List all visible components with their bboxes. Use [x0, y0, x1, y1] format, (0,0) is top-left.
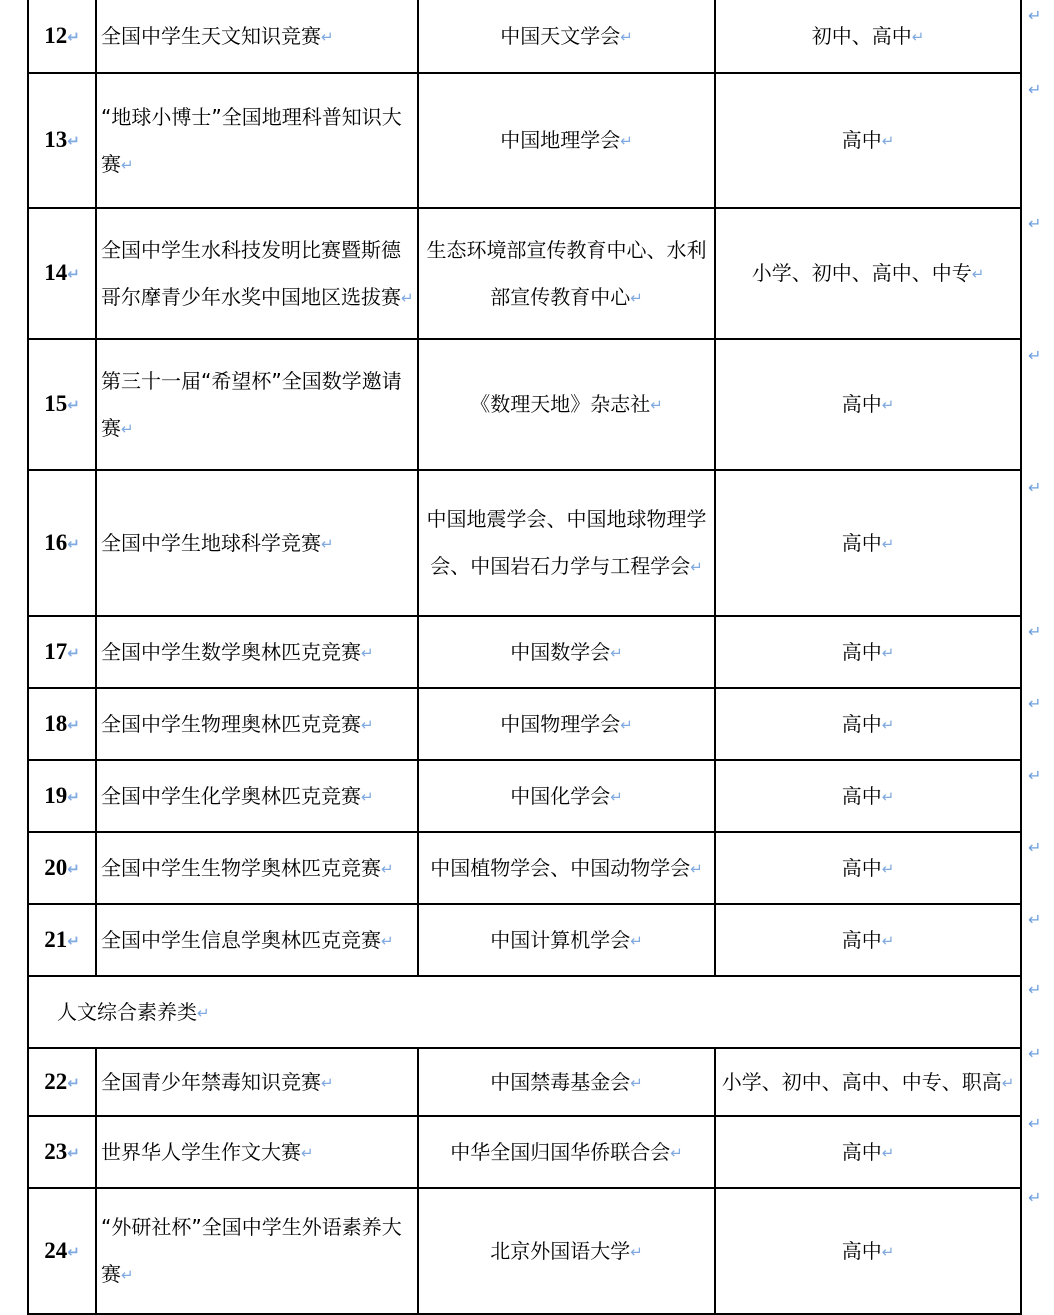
paragraph-return-mark: ↵ — [381, 859, 394, 878]
organizer-cell — [418, 832, 715, 904]
margin-return-mark: ↵ — [1028, 478, 1042, 497]
margin-return-mark: ↵ — [1028, 1044, 1042, 1063]
organizer-cell-text: 中国禁毒基金会↵ — [490, 1069, 643, 1094]
category-heading-cell — [28, 976, 1021, 1048]
margin-return-mark: ↵ — [1028, 622, 1042, 641]
school-level-cell-text: 高中↵ — [841, 927, 895, 952]
paragraph-return-mark: ↵ — [361, 787, 374, 806]
organizer-cell-text: 中华全国归国华侨联合会↵ — [450, 1139, 683, 1164]
row-number-cell — [28, 832, 96, 904]
competition-name-cell — [96, 1188, 418, 1314]
paragraph-return-mark: ↵ — [67, 1074, 80, 1093]
school-level-cell — [715, 1116, 1021, 1188]
school-level-cell-text: 高中↵ — [841, 392, 895, 416]
table-row — [28, 1188, 1021, 1314]
organizer-cell-text: 中国天文学会↵ — [500, 23, 633, 48]
school-level-cell — [715, 73, 1021, 208]
competition-name-cell-text: 全国中学生信息学奥林匹克竞赛↵ — [101, 927, 394, 952]
row-number-cell — [28, 208, 96, 339]
table-body — [28, 0, 1021, 1314]
margin-return-mark: ↵ — [1028, 80, 1042, 99]
competition-name-cell — [96, 0, 418, 73]
organizer-cell-text: 中国植物学会、中国动物学会↵ — [430, 855, 703, 880]
margin-return-mark: ↵ — [1028, 838, 1042, 857]
margin-return-mark: ↵ — [1028, 346, 1042, 365]
paragraph-return-mark: ↵ — [301, 1143, 314, 1162]
competition-name-cell-text: 全国中学生数学奥林匹克竞赛↵ — [101, 639, 374, 664]
competition-name-cell-text: 全国中学生物理奥林匹克竞赛↵ — [101, 711, 374, 736]
table-row — [28, 688, 1021, 760]
category-heading-text: 人文综合素养类↵ — [57, 1000, 210, 1024]
row-number-cell — [28, 1048, 96, 1116]
school-level-cell-text: 高中↵ — [841, 128, 895, 152]
organizer-cell — [418, 339, 715, 470]
margin-return-mark: ↵ — [1028, 910, 1042, 929]
row-number-cell — [28, 1188, 96, 1314]
competition-name-cell — [96, 1116, 418, 1188]
competition-name-cell — [96, 339, 418, 470]
paragraph-return-mark: ↵ — [121, 155, 134, 174]
row-number-cell — [28, 470, 96, 616]
organizer-cell-text: 北京外国语大学↵ — [490, 1238, 643, 1263]
margin-return-mark: ↵ — [1028, 214, 1042, 233]
paragraph-return-mark: ↵ — [67, 788, 80, 807]
row-number-cell-text: 17↵ — [44, 639, 80, 665]
school-level-cell-text: 高中↵ — [841, 783, 895, 808]
paragraph-return-mark: ↵ — [620, 27, 633, 46]
row-number-cell-text: 15↵ — [44, 391, 80, 417]
paragraph-return-mark: ↵ — [67, 396, 80, 415]
competition-name-cell-text: 世界华人学生作文大赛↵ — [101, 1139, 314, 1164]
paragraph-return-mark: ↵ — [610, 787, 623, 806]
row-number-cell — [28, 1116, 96, 1188]
row-number-cell-text: 21↵ — [44, 927, 80, 953]
competition-name-cell — [96, 208, 418, 339]
organizer-cell-text: 中国地震学会、中国地球物理学会、中国岩石力学与工程学会↵ — [426, 507, 707, 578]
organizer-cell-text: 中国化学会↵ — [510, 783, 623, 808]
table-row — [28, 1116, 1021, 1188]
paragraph-return-mark: ↵ — [690, 558, 703, 576]
category-row — [28, 976, 1021, 1048]
organizer-cell — [418, 1116, 715, 1188]
competition-name-cell-text: 全国青少年禁毒知识竞赛↵ — [101, 1069, 334, 1094]
organizer-cell-text: 中国地理学会↵ — [500, 128, 633, 152]
table-row — [28, 760, 1021, 832]
competition-name-cell — [96, 760, 418, 832]
organizer-cell — [418, 0, 715, 73]
organizer-cell-text: 《数理天地》杂志社↵ — [470, 392, 663, 416]
paragraph-return-mark: ↵ — [401, 288, 414, 307]
competition-name-cell-text: 全国中学生水科技发明比赛暨斯德哥尔摩青少年水奖中国地区选拔赛↵ — [101, 237, 414, 309]
paragraph-return-mark: ↵ — [67, 860, 80, 879]
paragraph-return-mark: ↵ — [121, 419, 134, 438]
paragraph-return-mark: ↵ — [1001, 1073, 1015, 1092]
paragraph-return-mark: ↵ — [67, 932, 80, 951]
paragraph-return-mark: ↵ — [971, 265, 985, 283]
paragraph-return-mark: ↵ — [361, 643, 374, 662]
organizer-cell — [418, 208, 715, 339]
competition-name-cell-text: “地球小博士”全国地理科普知识大赛↵ — [101, 104, 402, 176]
paragraph-return-mark: ↵ — [361, 715, 374, 734]
row-number-cell-text: 24↵ — [44, 1237, 80, 1263]
school-level-cell-text: 高中↵ — [841, 1238, 895, 1263]
organizer-cell — [418, 1188, 715, 1314]
competition-name-cell — [96, 616, 418, 688]
paragraph-return-mark: ↵ — [881, 859, 895, 878]
competition-list-table — [27, 0, 1022, 1315]
row-number-cell — [28, 760, 96, 832]
margin-return-mark: ↵ — [1028, 1114, 1042, 1133]
competition-name-cell — [96, 1048, 418, 1116]
organizer-cell — [418, 760, 715, 832]
paragraph-return-mark: ↵ — [911, 27, 925, 46]
competition-name-cell-text: 全国中学生生物学奥林匹克竞赛↵ — [101, 855, 394, 880]
table-row — [28, 832, 1021, 904]
margin-return-mark: ↵ — [1028, 694, 1042, 713]
paragraph-return-mark: ↵ — [67, 716, 80, 735]
paragraph-return-mark: ↵ — [321, 534, 334, 553]
school-level-cell — [715, 1048, 1021, 1116]
paragraph-return-mark: ↵ — [881, 931, 895, 950]
paragraph-return-mark: ↵ — [881, 132, 895, 150]
competition-name-cell-text: “外研社杯”全国中学生外语素养大赛↵ — [101, 1215, 402, 1286]
organizer-cell — [418, 904, 715, 976]
table-row — [28, 73, 1021, 208]
paragraph-return-mark: ↵ — [67, 644, 80, 663]
row-number-cell-text: 13↵ — [44, 127, 80, 153]
organizer-cell — [418, 470, 715, 616]
competition-name-cell-text: 第三十一届“希望杯”全国数学邀请赛↵ — [101, 368, 402, 440]
paragraph-return-mark: ↵ — [321, 27, 334, 46]
school-level-cell — [715, 904, 1021, 976]
row-number-cell-text: 22↵ — [44, 1069, 80, 1095]
paragraph-return-mark: ↵ — [67, 1144, 80, 1163]
organizer-cell-text: 中国计算机学会↵ — [490, 927, 643, 952]
school-level-cell — [715, 832, 1021, 904]
margin-return-mark: ↵ — [1028, 980, 1042, 999]
paragraph-return-mark: ↵ — [881, 715, 895, 734]
paragraph-return-mark: ↵ — [630, 288, 643, 307]
row-number-cell — [28, 904, 96, 976]
paragraph-return-mark: ↵ — [381, 931, 394, 950]
organizer-cell — [418, 616, 715, 688]
competition-name-cell — [96, 73, 418, 208]
table-row — [28, 470, 1021, 616]
paragraph-return-mark: ↵ — [881, 643, 895, 662]
paragraph-return-mark: ↵ — [620, 715, 633, 734]
table-row — [28, 904, 1021, 976]
school-level-cell-text: 高中↵ — [841, 1139, 895, 1164]
paragraph-return-mark: ↵ — [67, 1242, 80, 1261]
school-level-cell-text: 高中↵ — [841, 855, 895, 880]
competition-name-cell — [96, 904, 418, 976]
table-row — [28, 1048, 1021, 1116]
school-level-cell-text: 高中↵ — [841, 711, 895, 736]
school-level-cell — [715, 760, 1021, 832]
paragraph-return-mark: ↵ — [321, 1073, 334, 1092]
row-number-cell — [28, 73, 96, 208]
competition-name-cell-text: 全国中学生地球科学竞赛↵ — [101, 530, 334, 555]
paragraph-return-mark: ↵ — [670, 1143, 683, 1162]
row-number-cell-text: 20↵ — [44, 855, 80, 881]
margin-return-mark: ↵ — [1028, 1188, 1042, 1207]
row-number-cell — [28, 339, 96, 470]
school-level-cell-text: 小学、初中、高中、中专↵ — [751, 261, 985, 285]
table-row — [28, 339, 1021, 470]
organizer-cell — [418, 688, 715, 760]
paragraph-return-mark: ↵ — [67, 28, 80, 47]
school-level-cell-text: 高中↵ — [841, 530, 895, 555]
paragraph-return-mark: ↵ — [630, 1073, 643, 1092]
school-level-cell-text: 初中、高中↵ — [811, 23, 925, 48]
competition-name-cell — [96, 832, 418, 904]
paragraph-return-mark: ↵ — [610, 643, 623, 662]
organizer-cell-text: 中国数学会↵ — [510, 639, 623, 664]
school-level-cell — [715, 470, 1021, 616]
school-level-cell — [715, 0, 1021, 73]
row-number-cell — [28, 616, 96, 688]
school-level-cell — [715, 339, 1021, 470]
paragraph-return-mark: ↵ — [67, 265, 80, 284]
row-number-cell-text: 18↵ — [44, 711, 80, 737]
school-level-cell-text: 小学、初中、高中、中专、职高↵ — [721, 1069, 1015, 1094]
paragraph-return-mark: ↵ — [881, 534, 895, 553]
paragraph-return-mark: ↵ — [650, 396, 663, 414]
competition-name-cell — [96, 688, 418, 760]
school-level-cell — [715, 688, 1021, 760]
paragraph-return-mark: ↵ — [620, 132, 633, 150]
paragraph-return-mark: ↵ — [881, 787, 895, 806]
paragraph-return-mark: ↵ — [690, 859, 703, 878]
organizer-cell-text: 生态环境部宣传教育中心、水利部宣传教育中心↵ — [426, 237, 707, 309]
paragraph-return-mark: ↵ — [881, 1143, 895, 1162]
competition-name-cell-text: 全国中学生化学奥林匹克竞赛↵ — [101, 783, 374, 808]
paragraph-return-mark: ↵ — [67, 132, 80, 151]
margin-return-mark: ↵ — [1028, 6, 1042, 25]
row-number-cell-text: 19↵ — [44, 783, 80, 809]
margin-return-mark: ↵ — [1028, 766, 1042, 785]
paragraph-return-mark: ↵ — [630, 1242, 643, 1261]
paragraph-return-mark: ↵ — [197, 1004, 210, 1022]
school-level-cell — [715, 616, 1021, 688]
school-level-cell — [715, 208, 1021, 339]
row-number-cell-text: 12↵ — [44, 23, 80, 49]
paragraph-return-mark: ↵ — [630, 931, 643, 950]
organizer-cell — [418, 1048, 715, 1116]
school-level-cell-text: 高中↵ — [841, 639, 895, 664]
organizer-cell — [418, 73, 715, 208]
school-level-cell — [715, 1188, 1021, 1314]
paragraph-return-mark: ↵ — [881, 1242, 895, 1261]
row-number-cell — [28, 0, 96, 73]
row-number-cell-text: 16↵ — [44, 529, 80, 555]
row-number-cell-text: 14↵ — [44, 260, 80, 286]
row-number-cell — [28, 688, 96, 760]
row-number-cell-text: 23↵ — [44, 1139, 80, 1165]
table-row — [28, 0, 1021, 73]
paragraph-return-mark: ↵ — [67, 534, 80, 553]
table-row — [28, 616, 1021, 688]
paragraph-return-mark: ↵ — [881, 396, 895, 414]
paragraph-return-mark: ↵ — [121, 1266, 134, 1284]
table-row — [28, 208, 1021, 339]
competition-name-cell — [96, 470, 418, 616]
organizer-cell-text: 中国物理学会↵ — [500, 711, 633, 736]
competition-name-cell-text: 全国中学生天文知识竞赛↵ — [101, 23, 334, 48]
